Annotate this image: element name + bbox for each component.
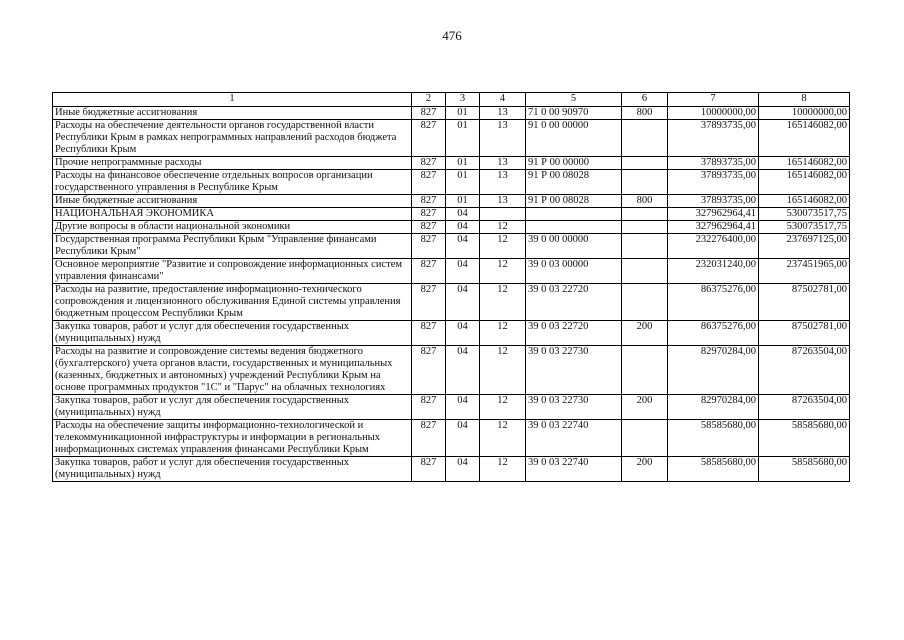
subsection-code-cell: 12 (480, 395, 526, 420)
amount-year2-cell: 165146082,00 (759, 195, 850, 208)
section-code-cell: 01 (446, 120, 480, 157)
target-article-cell (526, 208, 622, 221)
budget-table (52, 92, 850, 482)
table-row (53, 195, 850, 208)
subsection-code-cell: 12 (480, 221, 526, 234)
amount-year1-cell: 86375276,00 (668, 321, 759, 346)
subsection-code-cell: 12 (480, 284, 526, 321)
expense-name-cell: Расходы на обеспечение защиты информационно-технологической и телекоммуникационной инфраструктуры и информации в региональных информационных системах управления финансами Республики Крым (53, 420, 412, 457)
target-article-cell (526, 221, 622, 234)
amount-year1-cell: 37893735,00 (668, 120, 759, 157)
amount-year2-cell: 165146082,00 (759, 170, 850, 195)
expense-name-cell: НАЦИОНАЛЬНАЯ ЭКОНОМИКА (53, 208, 412, 221)
table-row (53, 420, 850, 457)
target-article-cell: 39 0 03 00000 (526, 259, 622, 284)
subsection-code-cell: 12 (480, 234, 526, 259)
amount-year1-cell: 58585680,00 (668, 420, 759, 457)
expense-type-cell: 200 (622, 321, 668, 346)
target-article-cell: 39 0 00 00000 (526, 234, 622, 259)
amount-year2-cell: 87502781,00 (759, 321, 850, 346)
amount-year2-cell: 530073517,75 (759, 208, 850, 221)
ministry-code-cell: 827 (412, 120, 446, 157)
expense-type-cell (622, 170, 668, 195)
ministry-code-cell: 827 (412, 107, 446, 120)
expense-name-cell: Закупка товаров, работ и услуг для обеспечения государственных (муниципальных) нужд (53, 457, 412, 482)
subsection-code-cell: 13 (480, 107, 526, 120)
amount-year1-cell: 327962964,41 (668, 221, 759, 234)
amount-year1-cell: 82970284,00 (668, 395, 759, 420)
col-header-4: 4 (480, 93, 526, 107)
table-row (53, 221, 850, 234)
expense-type-cell: 200 (622, 395, 668, 420)
expense-name-cell: Государственная программа Республики Крым "Управление финансами Республики Крым" (53, 234, 412, 259)
table-row (53, 120, 850, 157)
subsection-code-cell: 12 (480, 346, 526, 395)
subsection-code-cell: 13 (480, 195, 526, 208)
expense-name-cell: Закупка товаров, работ и услуг для обеспечения государственных (муниципальных) нужд (53, 321, 412, 346)
section-code-cell: 04 (446, 346, 480, 395)
target-article-cell: 91 Р 00 08028 (526, 170, 622, 195)
expense-type-cell (622, 157, 668, 170)
amount-year1-cell: 37893735,00 (668, 170, 759, 195)
amount-year2-cell: 10000000,00 (759, 107, 850, 120)
table-row (53, 259, 850, 284)
expense-type-cell (622, 346, 668, 395)
col-header-8: 8 (759, 93, 850, 107)
expense-type-cell (622, 284, 668, 321)
amount-year2-cell: 87263504,00 (759, 395, 850, 420)
amount-year2-cell: 58585680,00 (759, 457, 850, 482)
subsection-code-cell: 13 (480, 170, 526, 195)
col-header-1: 1 (53, 93, 412, 107)
section-code-cell: 04 (446, 420, 480, 457)
expense-type-cell: 200 (622, 457, 668, 482)
subsection-code-cell: 13 (480, 157, 526, 170)
section-code-cell: 01 (446, 107, 480, 120)
amount-year1-cell: 86375276,00 (668, 284, 759, 321)
section-code-cell: 04 (446, 221, 480, 234)
section-code-cell: 01 (446, 195, 480, 208)
col-header-6: 6 (622, 93, 668, 107)
expense-type-cell: 800 (622, 107, 668, 120)
ministry-code-cell: 827 (412, 221, 446, 234)
target-article-cell: 91 Р 00 00000 (526, 157, 622, 170)
section-code-cell: 04 (446, 457, 480, 482)
amount-year1-cell: 37893735,00 (668, 195, 759, 208)
amount-year2-cell: 237451965,00 (759, 259, 850, 284)
section-code-cell: 04 (446, 234, 480, 259)
subsection-code-cell: 13 (480, 120, 526, 157)
expense-name-cell: Расходы на развитие и сопровождение системы ведения бюджетного (бухгалтерского) учета органов власти, государственных и муниципальных (казенных, бюджетных и автономных) учреждений Республики Крым на основе программных продуктов "1С" и "Парус" на облачных технологиях (53, 346, 412, 395)
table-row (53, 395, 850, 420)
expense-name-cell: Другие вопросы в области национальной экономики (53, 221, 412, 234)
expense-name-cell: Иные бюджетные ассигнования (53, 195, 412, 208)
col-header-5: 5 (526, 93, 622, 107)
ministry-code-cell: 827 (412, 170, 446, 195)
section-code-cell: 04 (446, 208, 480, 221)
target-article-cell: 39 0 03 22730 (526, 346, 622, 395)
amount-year1-cell: 58585680,00 (668, 457, 759, 482)
table-row (53, 284, 850, 321)
table-row (53, 157, 850, 170)
table-row (53, 208, 850, 221)
expense-type-cell (622, 120, 668, 157)
amount-year1-cell: 10000000,00 (668, 107, 759, 120)
ministry-code-cell: 827 (412, 234, 446, 259)
subsection-code-cell (480, 208, 526, 221)
subsection-code-cell: 12 (480, 259, 526, 284)
expense-type-cell (622, 234, 668, 259)
expense-name-cell: Закупка товаров, работ и услуг для обеспечения государственных (муниципальных) нужд (53, 395, 412, 420)
table-row (53, 346, 850, 395)
ministry-code-cell: 827 (412, 208, 446, 221)
target-article-cell: 39 0 03 22740 (526, 420, 622, 457)
expense-type-cell (622, 420, 668, 457)
col-header-3: 3 (446, 93, 480, 107)
amount-year2-cell: 87502781,00 (759, 284, 850, 321)
table-row (53, 107, 850, 120)
subsection-code-cell: 12 (480, 420, 526, 457)
ministry-code-cell: 827 (412, 420, 446, 457)
expense-type-cell (622, 221, 668, 234)
section-code-cell: 01 (446, 170, 480, 195)
amount-year1-cell: 37893735,00 (668, 157, 759, 170)
page-number: 476 (442, 28, 462, 43)
target-article-cell: 39 0 03 22730 (526, 395, 622, 420)
target-article-cell: 39 0 03 22720 (526, 321, 622, 346)
expense-name-cell: Расходы на обеспечение деятельности органов государственной власти Республики Крым в рамках непрограммных направлений расходов бюджета Республики Крым (53, 120, 412, 157)
amount-year1-cell: 82970284,00 (668, 346, 759, 395)
table-row (53, 170, 850, 195)
expense-type-cell (622, 259, 668, 284)
table-row (53, 234, 850, 259)
expense-name-cell: Иные бюджетные ассигнования (53, 107, 412, 120)
expense-name-cell: Расходы на развитие, предоставление информационно-технического сопровождения и лицензионного обслуживания Единой системы управления бюджетным процессом Республики Крым (53, 284, 412, 321)
ministry-code-cell: 827 (412, 259, 446, 284)
subsection-code-cell: 12 (480, 457, 526, 482)
amount-year2-cell: 87263504,00 (759, 346, 850, 395)
expense-name-cell: Расходы на финансовое обеспечение отдельных вопросов организации государственного управления в Республике Крым (53, 170, 412, 195)
ministry-code-cell: 827 (412, 346, 446, 395)
section-code-cell: 04 (446, 395, 480, 420)
ministry-code-cell: 827 (412, 195, 446, 208)
expense-name-cell: Прочие непрограммные расходы (53, 157, 412, 170)
header-row (53, 93, 850, 107)
section-code-cell: 01 (446, 157, 480, 170)
expense-type-cell: 800 (622, 195, 668, 208)
ministry-code-cell: 827 (412, 157, 446, 170)
table-row (53, 457, 850, 482)
subsection-code-cell: 12 (480, 321, 526, 346)
amount-year2-cell: 530073517,75 (759, 221, 850, 234)
col-header-7: 7 (668, 93, 759, 107)
target-article-cell: 91 0 00 00000 (526, 120, 622, 157)
amount-year2-cell: 237697125,00 (759, 234, 850, 259)
section-code-cell: 04 (446, 259, 480, 284)
amount-year2-cell: 165146082,00 (759, 120, 850, 157)
amount-year2-cell: 165146082,00 (759, 157, 850, 170)
amount-year2-cell: 58585680,00 (759, 420, 850, 457)
target-article-cell: 71 0 00 90970 (526, 107, 622, 120)
ministry-code-cell: 827 (412, 321, 446, 346)
target-article-cell: 39 0 03 22720 (526, 284, 622, 321)
amount-year1-cell: 232276400,00 (668, 234, 759, 259)
amount-year1-cell: 327962964,41 (668, 208, 759, 221)
ministry-code-cell: 827 (412, 284, 446, 321)
amount-year1-cell: 232031240,00 (668, 259, 759, 284)
table-row (53, 321, 850, 346)
section-code-cell: 04 (446, 284, 480, 321)
ministry-code-cell: 827 (412, 395, 446, 420)
ministry-code-cell: 827 (412, 457, 446, 482)
target-article-cell: 39 0 03 22740 (526, 457, 622, 482)
expense-name-cell: Основное мероприятие "Развитие и сопровождение информационных систем управления финансами" (53, 259, 412, 284)
section-code-cell: 04 (446, 321, 480, 346)
col-header-2: 2 (412, 93, 446, 107)
target-article-cell: 91 Р 00 08028 (526, 195, 622, 208)
expense-type-cell (622, 208, 668, 221)
